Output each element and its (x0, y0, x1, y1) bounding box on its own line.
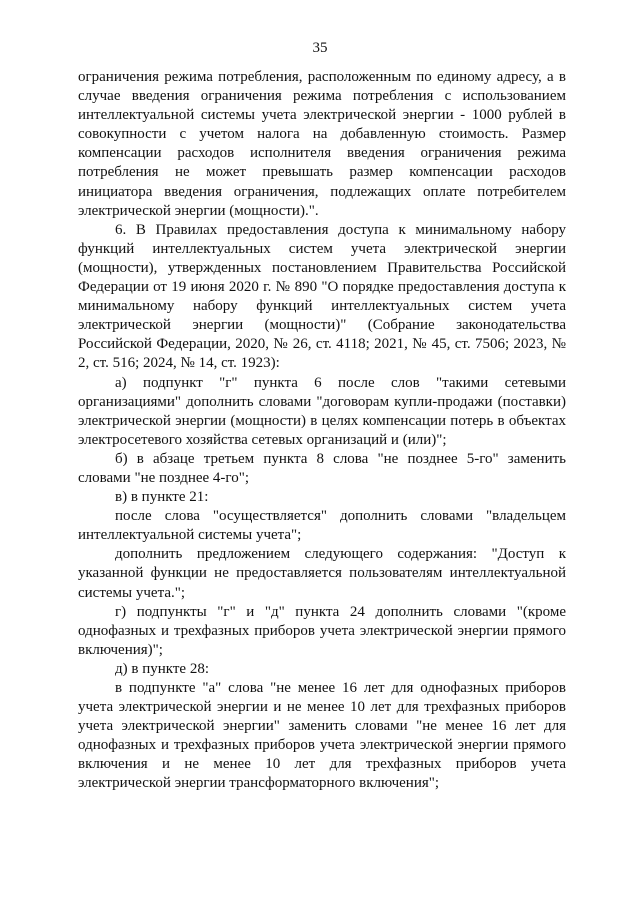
page-number: 35 (312, 40, 328, 56)
document-body (78, 68, 566, 794)
paragraph-subitem-d: д) в пункте 28: (115, 660, 209, 677)
paragraph-subitem-a: а) подпункт "г" пункта 6 после слов "такими сетевыми организациями" дополнить словами "договорам купли-продажи (поставки) электрической энергии (мощности) в целях компенсации потерь в объектах электросетевого хозяйства сетевых организаций и (или)"; (78, 374, 566, 448)
paragraph-subitem-v-2: дополнить предложением следующего содержания: "Доступ к указанной функции не предоставляется пользователям интеллектуальной системы учета."; (78, 546, 566, 601)
paragraph-subitem-g: г) подпункты "г" и "д" пункта 24 дополнить словами "(кроме однофазных и трехфазных приборов учета электрической энергии прямого включения)"; (78, 603, 566, 658)
paragraph-continuation: ограничения режима потребления, расположенным по единому адресу, а в случае введения ограничения режима потребления с использованием интеллектуальной системы учета электрической энергии - 1000 рублей в совокупности с учетом налога на добавленную стоимость. Размер компенсации расходов исполнителя введения ограничения режима потребления не может превышать размер компенсации расходов инициатора введения ограничения, подлежащих оплате потребителем электрической энергии (мощности).". (78, 69, 566, 219)
paragraph-subitem-b: б) в абзаце третьем пункта 8 слова "не позднее 5-го" заменить словами "не позднее 4-го"; (78, 450, 566, 486)
paragraph-subitem-v-1: после слова "осуществляется" дополнить словами "владельцем интеллектуальной системы учета"; (78, 508, 566, 544)
paragraph-subitem-d-1: в подпункте "а" слова "не менее 16 лет для однофазных приборов учета электрической энергии и не менее 10 лет для трехфазных приборов учета электрической энергии" заменить словами "не менее 16 лет для однофазных и трехфазных приборов учета электрической энергии прямого включения и не менее 10 лет для трехфазных приборов учета электрической энергии трансформаторного включения"; (78, 680, 566, 792)
paragraph-item-6: 6. В Правилах предоставления доступа к минимальному набору функций интеллектуальных систем учета электрической энергии (мощности), утвержденных постановлением Правительства Российской Федерации от 19 июня 2020 г. № 890 "О порядке предоставления доступа к минимальному набору функций интеллектуальных систем учета электрической энергии (мощности)" (Собрание законодательства Российской Федерации, 2020, № 26, ст. 4118; 2021, № 45, ст. 7506; 2023, № 2, ст. 516; 2024, № 14, ст. 1923): (78, 221, 566, 372)
paragraph-subitem-v: в) в пункте 21: (115, 489, 209, 506)
